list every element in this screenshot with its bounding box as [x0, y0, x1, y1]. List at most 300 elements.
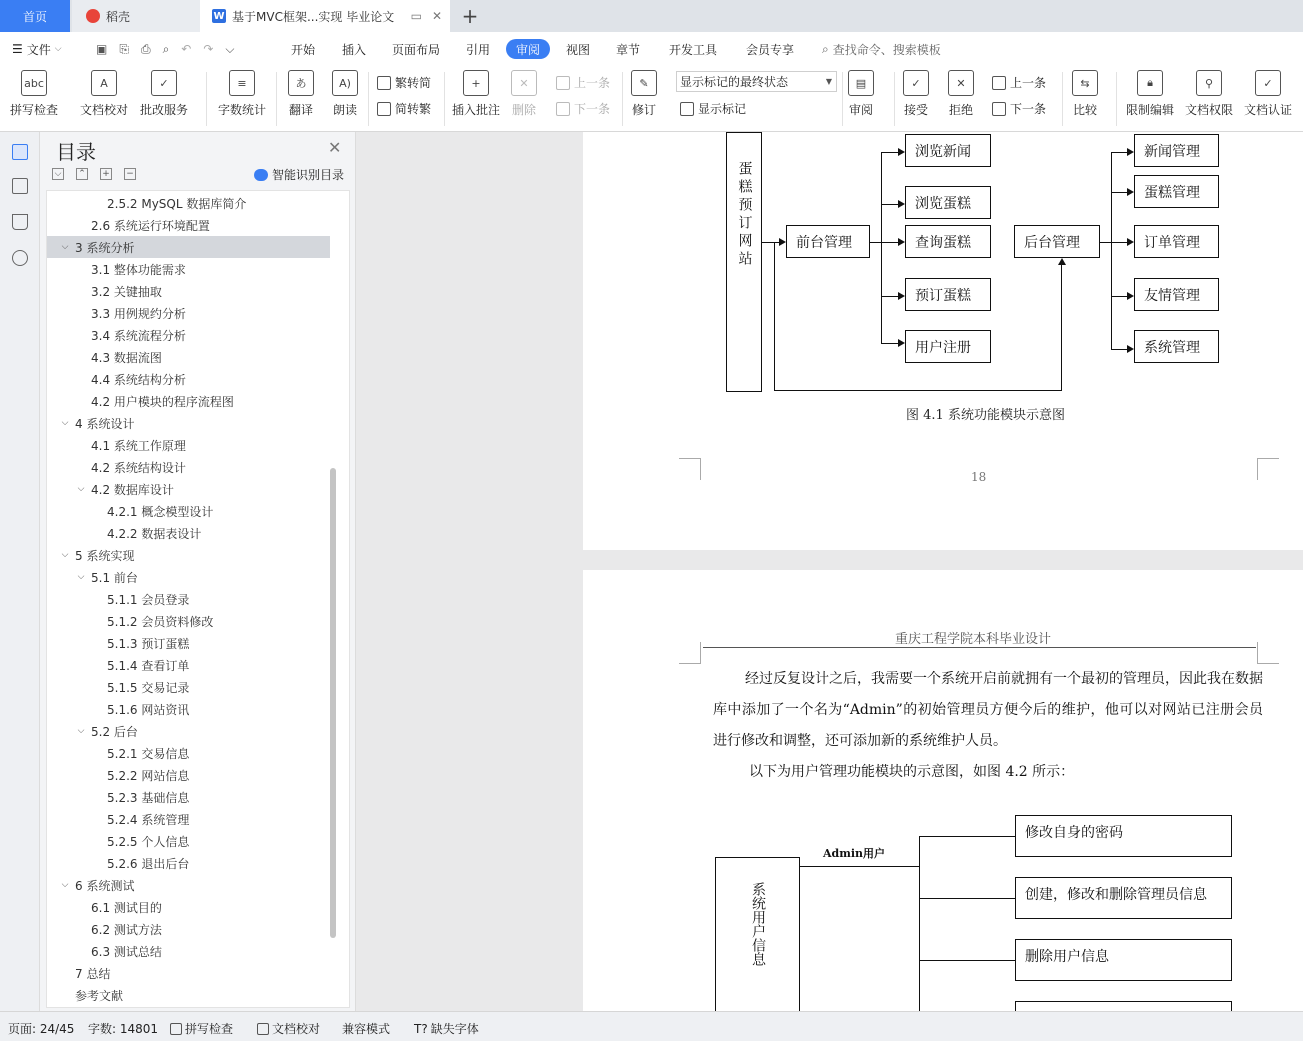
arrow-head [1058, 258, 1066, 265]
arrow-head [898, 339, 905, 347]
tab-daoke-label: 稻壳 [106, 9, 131, 24]
lock-icon: 🔒︎ [1137, 70, 1163, 96]
menu-label: 开发工具 [669, 42, 718, 57]
figure-caption: 图 4.1 系统功能模块示意图 [906, 408, 1065, 423]
toc-item-label: 5.2.4 系统管理 [107, 812, 190, 827]
toc-item[interactable] [47, 456, 330, 478]
connector-line [919, 836, 1015, 837]
back-manage-label: 后台管理 [1024, 234, 1080, 251]
toc-item[interactable] [47, 852, 330, 874]
back-item-box [1134, 134, 1219, 167]
translate-button[interactable] [288, 70, 314, 118]
restrict-edit-button[interactable] [1126, 70, 1174, 118]
toc-item[interactable] [47, 698, 330, 720]
accept-icon: ✓ [903, 70, 929, 96]
prev-change-icon [992, 76, 1006, 90]
toc-item[interactable] [47, 478, 330, 500]
margin-corner [1257, 642, 1279, 664]
trad-to-simp-button[interactable] [377, 74, 431, 91]
toc-item[interactable] [47, 412, 330, 434]
front-item-box [905, 330, 991, 363]
button-label: 下一条 [1010, 102, 1047, 116]
next-comment-icon [556, 102, 570, 116]
front-item-box [905, 134, 991, 167]
toc-item[interactable] [47, 984, 330, 1006]
toc-item-label: 5.1.5 交易记录 [107, 680, 190, 695]
close-tab-icon[interactable]: ✕ [431, 9, 442, 23]
document-page-19 [583, 570, 1303, 1011]
margin-corner [679, 458, 701, 480]
margin-corner [1257, 458, 1279, 480]
toc-item-label: 4.1 系统工作原理 [91, 438, 186, 453]
new-tab-button[interactable] [458, 0, 482, 32]
insert-comment-button[interactable] [452, 70, 500, 118]
menu-bar [0, 32, 1303, 66]
status-proofread[interactable] [257, 1020, 320, 1037]
add-heading-icon[interactable]: + [100, 168, 112, 180]
toc-item[interactable] [47, 588, 330, 610]
menu-developer[interactable] [669, 39, 717, 59]
diagram2-item-label: 删除用户信息 [1025, 949, 1109, 965]
connector-line [881, 204, 898, 205]
back-item-label: 蛋糕管理 [1144, 184, 1200, 201]
front-item-label: 浏览蛋糕 [915, 195, 971, 212]
button-label: 简转繁 [395, 102, 432, 116]
show-markup-icon [680, 102, 694, 116]
word-count-label: 字数: 14801 [88, 1022, 159, 1036]
pin-tab-icon[interactable]: ▭ [410, 9, 422, 23]
document-area [357, 132, 1303, 1011]
comment-delete-icon: ✕ [511, 70, 537, 96]
print-preview-icon[interactable]: ⌕ [162, 41, 170, 56]
toc-item[interactable] [47, 324, 330, 346]
arrow-head [779, 238, 786, 246]
button-label: 字数统计 [218, 103, 267, 117]
proofread-icon [257, 1023, 269, 1035]
toc-item-label: 5.2.5 个人信息 [107, 834, 190, 849]
menu-member[interactable] [746, 39, 794, 59]
command-search-placeholder: 查找命令、搜索模板 [832, 42, 941, 57]
toc-item[interactable] [47, 654, 330, 676]
button-label: 修订 [631, 103, 656, 117]
toc-item-label: 5.1.4 查看订单 [107, 658, 190, 673]
markup-state-value: 显示标记的最终状态 [680, 75, 789, 89]
toc-item-label: 6 系统测试 [75, 878, 135, 893]
compat-mode-indicator [342, 1020, 390, 1037]
arrow-head [1127, 238, 1134, 246]
arrow-head [1127, 188, 1134, 196]
chevron-down-icon[interactable]: ⌵ [61, 418, 69, 428]
simp-to-trad-button[interactable] [377, 100, 431, 117]
expand-up-icon[interactable]: ⌃ [76, 168, 88, 180]
toc-item[interactable] [47, 918, 330, 940]
menu-label: 章节 [616, 42, 641, 57]
page-header: 重庆工程学院本科毕业设计 [895, 632, 1052, 647]
toc-item[interactable] [47, 214, 330, 236]
export-icon[interactable]: ⎘ [119, 41, 129, 56]
delete-comment-button[interactable] [511, 70, 537, 118]
writer-doc-icon: W [213, 10, 225, 22]
connector-line [800, 866, 919, 867]
toc-item[interactable] [47, 236, 330, 258]
toc-list [46, 190, 350, 1008]
markup-state-select[interactable] [676, 71, 837, 92]
translate-icon: あ [288, 70, 314, 96]
navigation-pane-icon[interactable] [12, 178, 28, 194]
toc-item-label: 5.2.6 退出后台 [107, 856, 190, 871]
toolbar-divider [1062, 72, 1063, 126]
button-label: 文档校对 [80, 103, 129, 117]
toc-item-label: 6.3 测试总结 [91, 944, 162, 959]
menu-insert[interactable] [342, 39, 366, 59]
simp-to-trad-icon [377, 102, 391, 116]
toc-item-label: 3.4 系统流程分析 [91, 328, 186, 343]
show-markup-button[interactable] [680, 100, 746, 117]
certify-shield-icon: ✓ [1255, 70, 1281, 96]
comment-add-icon: + [463, 70, 489, 96]
review-pane-button[interactable] [848, 70, 874, 118]
toc-item-label: 4.2 用户模块的程序流程图 [91, 394, 234, 409]
connector-line [919, 836, 920, 1011]
prev-comment-button[interactable] [556, 74, 610, 91]
menu-references[interactable] [466, 39, 490, 59]
connector-line [881, 152, 882, 344]
connector-line [881, 152, 898, 153]
toc-item-label: 4 系统设计 [75, 416, 135, 431]
accept-button[interactable] [903, 70, 929, 118]
menu-review[interactable] [506, 39, 550, 59]
toolbar-divider [276, 72, 277, 126]
arrow-head [898, 292, 905, 300]
undo-icon[interactable]: ↶ [181, 42, 192, 56]
spell-check-button[interactable] [10, 70, 58, 118]
smart-toc-label: 智能识别目录 [272, 168, 345, 182]
tab-home-label: 首页 [22, 9, 47, 24]
margin-corner [679, 642, 701, 664]
diagram2-item-box [1015, 1001, 1232, 1011]
smart-toc-button[interactable] [254, 166, 344, 183]
menu-start[interactable] [291, 39, 315, 59]
toc-item[interactable] [47, 940, 330, 962]
back-item-box [1134, 278, 1219, 311]
menu-label: 会员专享 [746, 42, 795, 57]
toc-item[interactable] [47, 368, 330, 390]
tab-document-label: 基于MVC框架...实现 毕业论文 [232, 9, 395, 24]
toc-item[interactable] [47, 544, 330, 566]
back-item-box [1134, 175, 1219, 208]
menu-label: 引用 [466, 42, 491, 57]
back-item-label: 系统管理 [1144, 339, 1200, 356]
reject-icon: ✕ [948, 70, 974, 96]
file-menu-label: 文件 [26, 42, 51, 57]
toolbar-divider [894, 72, 895, 126]
page-indicator[interactable] [8, 1020, 74, 1037]
toc-item[interactable] [47, 192, 330, 214]
save-icon[interactable]: ▣ [96, 42, 108, 56]
connector-line [1111, 296, 1127, 297]
status-spell-check[interactable] [170, 1020, 233, 1037]
menu-label: 开始 [291, 42, 316, 57]
toc-item-label: 5.2.3 基础信息 [107, 790, 190, 805]
toc-panel-icon[interactable] [12, 144, 28, 160]
connector-line [881, 296, 898, 297]
toc-item[interactable] [47, 632, 330, 654]
button-label: 下一条 [574, 102, 611, 116]
toc-item-label: 6.1 测试目的 [91, 900, 162, 915]
toc-item-label: 3.2 关键抽取 [91, 284, 162, 299]
read-aloud-button[interactable] [332, 70, 358, 118]
connector-line [774, 242, 775, 391]
toc-item-label: 6.2 测试方法 [91, 922, 162, 937]
toc-item[interactable] [47, 434, 330, 456]
front-item-label: 浏览新闻 [915, 143, 971, 160]
diagram2-item-box [1015, 939, 1232, 981]
body-paragraph: 经过反复设计之后，我需要一个系统开启前就拥有一个最初的管理员，因此我在数据库中添加了一个名为“Admin”的初始管理员方便今后的维护，他可以对网站已注册会员进行修改和调整，还可添加新的系统维护人员。 [713, 671, 1263, 749]
chevron-down-icon: ⌵ [54, 44, 62, 54]
word-count-icon: ≡ [229, 70, 255, 96]
toc-item[interactable] [47, 280, 330, 302]
revise-icon: ✎ [631, 70, 657, 96]
review-service-icon: ✓ [151, 70, 177, 96]
spell-check-icon [170, 1023, 182, 1035]
connector-line [919, 960, 1015, 961]
connector-line [1061, 265, 1062, 391]
toc-item[interactable] [47, 610, 330, 632]
connector-line [1111, 242, 1127, 243]
toc-item-label: 5.1 前台 [91, 570, 138, 585]
arrow-head [1127, 345, 1134, 353]
compare-icon: ⇆ [1072, 70, 1098, 96]
button-label: 限制编辑 [1126, 103, 1175, 117]
toc-panel [40, 132, 356, 1011]
arrow-head [1127, 292, 1134, 300]
toc-item[interactable] [47, 742, 330, 764]
diagram2-root-box [715, 857, 800, 1011]
missing-font-button[interactable] [414, 1020, 479, 1037]
menu-label: 插入 [342, 42, 367, 57]
button-label: 删除 [511, 103, 536, 117]
next-comment-button[interactable] [556, 100, 610, 117]
status-spell-label: 拼写检查 [185, 1022, 234, 1036]
toc-item[interactable] [47, 676, 330, 698]
toc-item-label: 5.2.1 交易信息 [107, 746, 190, 761]
front-manage-box [786, 225, 870, 258]
connector-line [1111, 152, 1127, 153]
button-label: 接受 [903, 103, 928, 117]
toc-item[interactable] [47, 830, 330, 852]
tab-daoke[interactable] [72, 0, 200, 32]
connector-line [881, 242, 898, 243]
command-search[interactable] [822, 39, 941, 59]
remove-heading-icon[interactable]: − [124, 168, 136, 180]
spell-check-icon: abc [21, 70, 47, 96]
back-item-box [1134, 225, 1219, 258]
button-label: 批改服务 [140, 103, 189, 117]
toc-item-label: 4.4 系统结构分析 [91, 372, 186, 387]
button-label: 文档权限 [1185, 103, 1234, 117]
toc-item[interactable] [47, 302, 330, 324]
toc-item[interactable] [47, 500, 330, 522]
diagram2-item-label: 创建，修改和删除管理员信息 [1025, 887, 1207, 903]
toc-item-label: 5.1.1 会员登录 [107, 592, 190, 607]
body-paragraph: 以下为用户管理功能模块的示意图，如图 4.2 所示： [749, 764, 1075, 780]
doc-permission-button[interactable] [1185, 70, 1233, 118]
front-item-box [905, 225, 991, 258]
arrow-head [898, 148, 905, 156]
diagram2-item-label: 修改自身的密码 [1025, 825, 1123, 841]
toc-item[interactable] [47, 896, 330, 918]
word-count-button[interactable] [218, 70, 266, 118]
button-label: 朗读 [332, 103, 357, 117]
toc-item-label: 7 总结 [75, 966, 111, 981]
tab-home[interactable] [0, 0, 70, 32]
toc-item[interactable] [47, 390, 330, 412]
button-label: 繁转简 [395, 76, 432, 90]
daoke-icon [86, 9, 100, 23]
button-label: 显示标记 [698, 102, 747, 116]
page-number: 18 [971, 470, 987, 484]
document-page-18 [583, 132, 1303, 550]
toc-item-label: 5.2 后台 [91, 724, 138, 739]
toc-item-label: 5.2.2 网站信息 [107, 768, 190, 783]
reject-button[interactable] [948, 70, 974, 118]
toc-item-label: 5.1.6 网站资讯 [107, 702, 190, 717]
trad-to-simp-icon [377, 76, 391, 90]
toc-item[interactable] [47, 962, 330, 984]
toc-item-label: 4.2 数据库设计 [91, 482, 174, 497]
button-label: 文档认证 [1244, 103, 1293, 117]
toc-item[interactable] [47, 808, 330, 830]
button-label: 比较 [1072, 103, 1097, 117]
chevron-down-icon[interactable]: ⌵ [61, 242, 69, 252]
doc-proofread-button[interactable] [80, 70, 128, 118]
toolbar-divider [622, 72, 623, 126]
diagram2-root-label: 系统用户信息 [750, 882, 766, 966]
front-manage-label: 前台管理 [796, 234, 852, 251]
connector-line [1111, 152, 1112, 350]
toc-item-label: 5 系统实现 [75, 548, 135, 563]
back-item-label: 友情管理 [1144, 287, 1200, 304]
toc-item[interactable] [47, 258, 330, 280]
button-label: 审阅 [848, 103, 873, 117]
next-change-button[interactable] [992, 100, 1046, 117]
connector-line [1111, 349, 1127, 350]
ai-icon [254, 169, 268, 181]
toolbar-divider [1116, 72, 1117, 126]
chevron-down-icon[interactable]: ⌵ [61, 880, 69, 890]
side-nav-strip [0, 132, 40, 1011]
review-service-button[interactable] [140, 70, 188, 118]
toolbar-divider [842, 72, 843, 126]
toolbar-divider [206, 72, 207, 126]
compare-button[interactable] [1072, 70, 1098, 118]
button-label: 拒绝 [948, 103, 973, 117]
toc-scrollbar[interactable] [330, 468, 336, 938]
toc-item-label: 3.3 用例规约分析 [91, 306, 186, 321]
review-ribbon [0, 66, 1303, 132]
menu-label: 视图 [566, 42, 591, 57]
menu-view[interactable] [566, 39, 590, 59]
collapse-all-icon[interactable]: ⌵ [52, 168, 64, 180]
back-item-label: 订单管理 [1144, 234, 1200, 251]
arrow-head [898, 200, 905, 208]
diagram2-item-box [1015, 815, 1232, 857]
connector-line [881, 343, 898, 344]
toc-title: 目录 [56, 140, 96, 164]
header-rule [703, 647, 1256, 648]
read-aloud-icon: A) [332, 70, 358, 96]
print-icon[interactable]: ⎙ [140, 41, 151, 56]
bookmark-icon[interactable] [12, 214, 28, 230]
toc-item-label: 5.1.2 会员资料修改 [107, 614, 214, 629]
arrow-head [898, 238, 905, 246]
front-item-label: 用户注册 [915, 339, 971, 356]
missing-font-label: 缺失字体 [430, 1022, 479, 1036]
connector-line [774, 390, 1062, 391]
tab-document[interactable] [200, 0, 450, 32]
toc-item-label: 4.2 系统结构设计 [91, 460, 186, 475]
connector-line [919, 898, 1015, 899]
compat-mode-label: 兼容模式 [342, 1022, 391, 1036]
review-pane-icon: ▤ [848, 70, 874, 96]
back-manage-box [1014, 225, 1100, 258]
doc-certify-button[interactable] [1244, 70, 1292, 118]
toc-item-label: 5.1.3 预订蛋糕 [107, 636, 190, 651]
toc-item-label: 4.2.1 概念模型设计 [107, 504, 214, 519]
menu-page-layout[interactable] [392, 39, 440, 59]
hamburger-icon: ☰ [12, 42, 23, 56]
customize-icon[interactable]: ⌵ [225, 41, 235, 56]
toc-item[interactable] [47, 874, 330, 896]
word-count-indicator[interactable] [88, 1020, 158, 1037]
toc-item[interactable] [47, 346, 330, 368]
close-icon[interactable]: ✕ [328, 138, 342, 157]
toc-item[interactable] [47, 764, 330, 786]
toc-item-label: 3 系统分析 [75, 240, 135, 255]
back-item-box [1134, 330, 1219, 363]
toc-item[interactable] [47, 566, 330, 588]
toc-item[interactable] [47, 522, 330, 544]
quick-access-toolbar [96, 39, 235, 59]
chevron-down-icon[interactable]: ⌵ [77, 484, 85, 494]
button-label: 翻译 [288, 103, 313, 117]
search-icon[interactable] [12, 250, 28, 266]
chevron-down-icon[interactable]: ⌵ [61, 550, 69, 560]
status-bar [0, 1011, 1303, 1041]
next-change-icon [992, 102, 1006, 116]
chevron-down-icon[interactable]: ⌵ [77, 726, 85, 736]
revise-button[interactable] [631, 70, 657, 118]
toc-item[interactable] [47, 720, 330, 742]
diagram2-edge-label: Admin用户 [823, 847, 886, 860]
prev-change-button[interactable] [992, 74, 1046, 91]
diagram-root-label: 蛋糕预订网站 [736, 161, 753, 269]
redo-icon[interactable]: ↷ [203, 42, 214, 56]
menu-chapter[interactable] [616, 39, 640, 59]
file-menu[interactable] [12, 39, 62, 59]
front-item-label: 查询蛋糕 [915, 234, 971, 251]
toc-item[interactable] [47, 786, 330, 808]
toc-item-label: 4.3 数据流图 [91, 350, 162, 365]
prev-comment-icon [556, 76, 570, 90]
toc-item-label: 2.6 系统运行环境配置 [91, 218, 210, 233]
status-proof-label: 文档校对 [272, 1022, 321, 1036]
plus-icon: + [461, 4, 479, 28]
button-label: 插入批注 [452, 103, 501, 117]
chevron-down-icon[interactable]: ⌵ [77, 572, 85, 582]
doc-permission-icon: ⚲ [1196, 70, 1222, 96]
button-label: 上一条 [1010, 76, 1047, 90]
